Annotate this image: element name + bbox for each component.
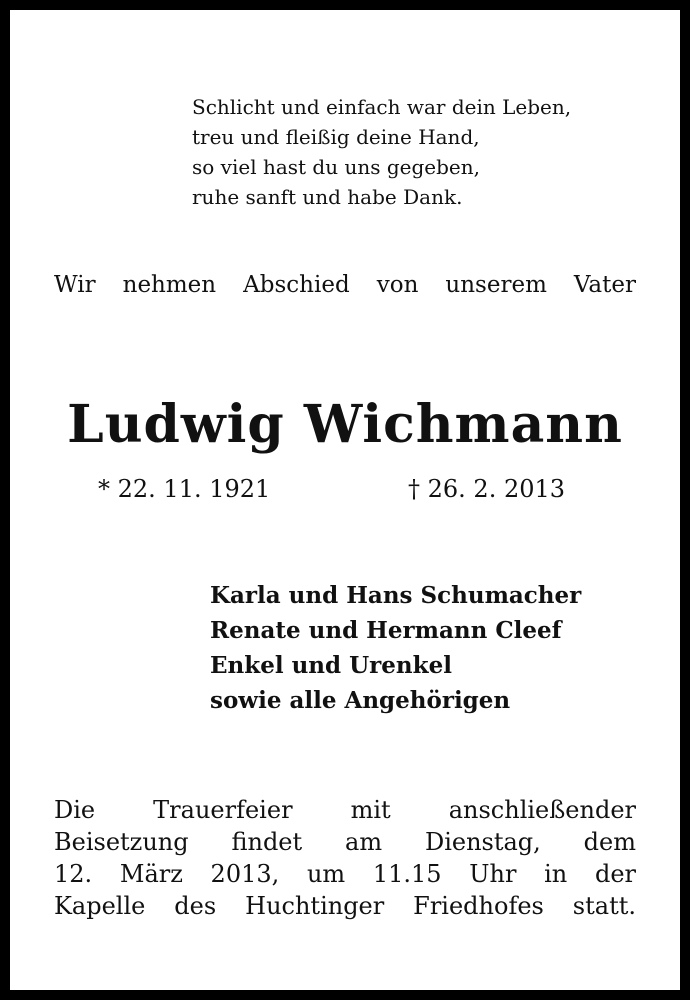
service-line: 12. März 2013, um 11.15 Uhr in der	[54, 860, 636, 888]
memorial-verse	[192, 92, 571, 212]
mourners-list	[210, 578, 581, 718]
mourner-line: Karla und Hans Schumacher	[210, 582, 582, 609]
mourner-line: Renate und Hermann Cleef	[210, 617, 562, 644]
verse-line: ruhe sanft und habe Dank.	[192, 185, 463, 209]
service-line: Beisetzung findet am Dienstag, dem	[54, 828, 636, 856]
verse-line: so viel hast du uns gegeben,	[192, 155, 480, 179]
death-date: † 26. 2. 2013	[408, 475, 566, 503]
deceased-name: Ludwig Wichmann	[67, 394, 623, 455]
verse-line: treu und fleißig deine Hand,	[192, 125, 480, 149]
service-line: Kapelle des Huchtinger Friedhofes statt.	[54, 892, 636, 920]
farewell-intro: Wir nehmen Abschied von unserem Vater	[54, 272, 636, 298]
mourner-line: Enkel und Urenkel	[210, 652, 452, 679]
service-line: Die Trauerfeier mit anschließender	[54, 796, 636, 824]
mourner-line: sowie alle Angehörigen	[210, 687, 511, 714]
birth-date: * 22. 11. 1921	[98, 475, 271, 503]
verse-line: Schlicht und einfach war dein Leben,	[192, 95, 572, 119]
funeral-service-info	[54, 794, 636, 922]
